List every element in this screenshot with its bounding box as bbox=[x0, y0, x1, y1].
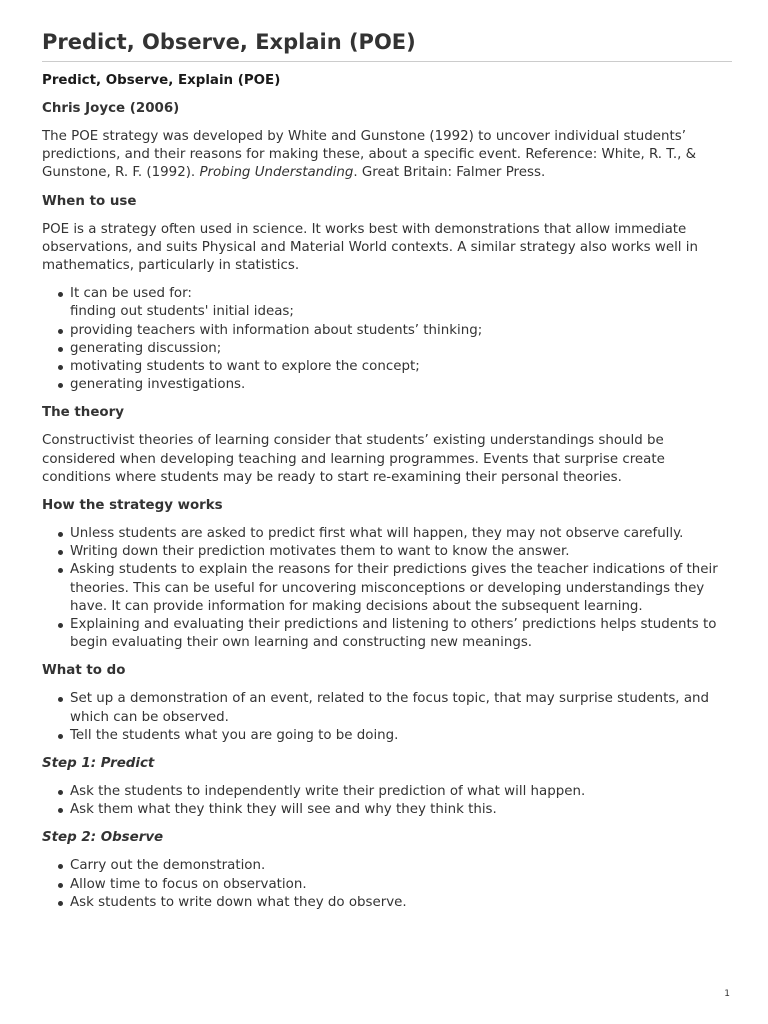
page-number: 1 bbox=[724, 989, 730, 999]
what-to-do-heading: What to do bbox=[42, 663, 126, 679]
list-item: Allow time to focus on observation. bbox=[42, 876, 732, 894]
theory-paragraph: Constructivist theories of learning consider that students’ existing understandings should be considered when developing teaching and learning programmes. Events that surprise create conditions where students may be ready to start re-examining their personal theories. bbox=[42, 433, 665, 485]
list-item: motivating students to want to explore the concept; bbox=[42, 358, 732, 376]
list-item: Ask the students to independently write their prediction of what will happen. bbox=[42, 783, 732, 801]
intro-text: The POE strategy was developed by White and Gunstone (1992) to uncover individual students’ predictions, and their reasons for making these, about a specific event. Reference: White, R. T., & Gunstone, R. F. (1992). bbox=[42, 129, 697, 181]
list-item: Set up a demonstration of an event, related to the focus topic, that may surprise students, and which can be observed. bbox=[42, 690, 732, 726]
author-heading: Chris Joyce (2006) bbox=[42, 101, 180, 116]
intro-paragraph bbox=[42, 128, 732, 183]
list-item: Ask students to write down what they do observe. bbox=[42, 894, 732, 912]
list-item bbox=[42, 285, 732, 321]
when-to-use-paragraph: POE is a strategy often used in science. It works best with demonstrations that allow immediate observations, and suits Physical and Material World contexts. A similar strategy also works well in mathematics, particularly in statistics. bbox=[42, 221, 698, 274]
list-item: providing teachers with information about students’ thinking; bbox=[42, 322, 732, 340]
step2-heading: Step 2: Observe bbox=[42, 830, 164, 846]
when-to-use-heading: When to use bbox=[42, 193, 137, 209]
list-item: Tell the students what you are going to be doing. bbox=[42, 727, 732, 745]
list-item: Asking students to explain the reasons for their predictions gives the teacher indications of their theories. This can be useful for uncovering misconceptions or developing understandings they have. It can provide information for making decisions about the subsequent learning. bbox=[42, 561, 732, 616]
list-item-text: finding out students' initial ideas; bbox=[70, 304, 294, 320]
page-title: Predict, Observe, Explain (POE) bbox=[42, 28, 732, 62]
document-page bbox=[42, 28, 732, 912]
list-item: Ask them what they think they will see and why they think this. bbox=[42, 801, 732, 819]
how-list bbox=[42, 525, 732, 652]
step1-list bbox=[42, 783, 732, 819]
step1-heading: Step 1: Predict bbox=[42, 756, 155, 772]
document-subtitle: Predict, Observe, Explain (POE) bbox=[42, 73, 281, 88]
list-item: Carry out the demonstration. bbox=[42, 857, 732, 875]
list-item-text: It can be used for: bbox=[70, 286, 192, 302]
list-item: Writing down their prediction motivates them to want to know the answer. bbox=[42, 543, 732, 561]
step2-list bbox=[42, 857, 732, 912]
intro-text-end: . Great Britain: Falmer Press. bbox=[353, 165, 546, 181]
list-item: Unless students are asked to predict first what will happen, they may not observe carefully. bbox=[42, 525, 732, 543]
list-item: generating investigations. bbox=[42, 376, 732, 394]
list-item: generating discussion; bbox=[42, 340, 732, 358]
list-item: Explaining and evaluating their predictions and listening to others’ predictions helps students to begin evaluating their own learning and constructing new meanings. bbox=[42, 616, 732, 652]
what-to-do-list bbox=[42, 690, 732, 745]
when-to-use-list bbox=[42, 285, 732, 394]
how-heading: How the strategy works bbox=[42, 498, 223, 514]
book-title: Probing Understanding bbox=[199, 165, 354, 181]
theory-heading: The theory bbox=[42, 405, 124, 421]
